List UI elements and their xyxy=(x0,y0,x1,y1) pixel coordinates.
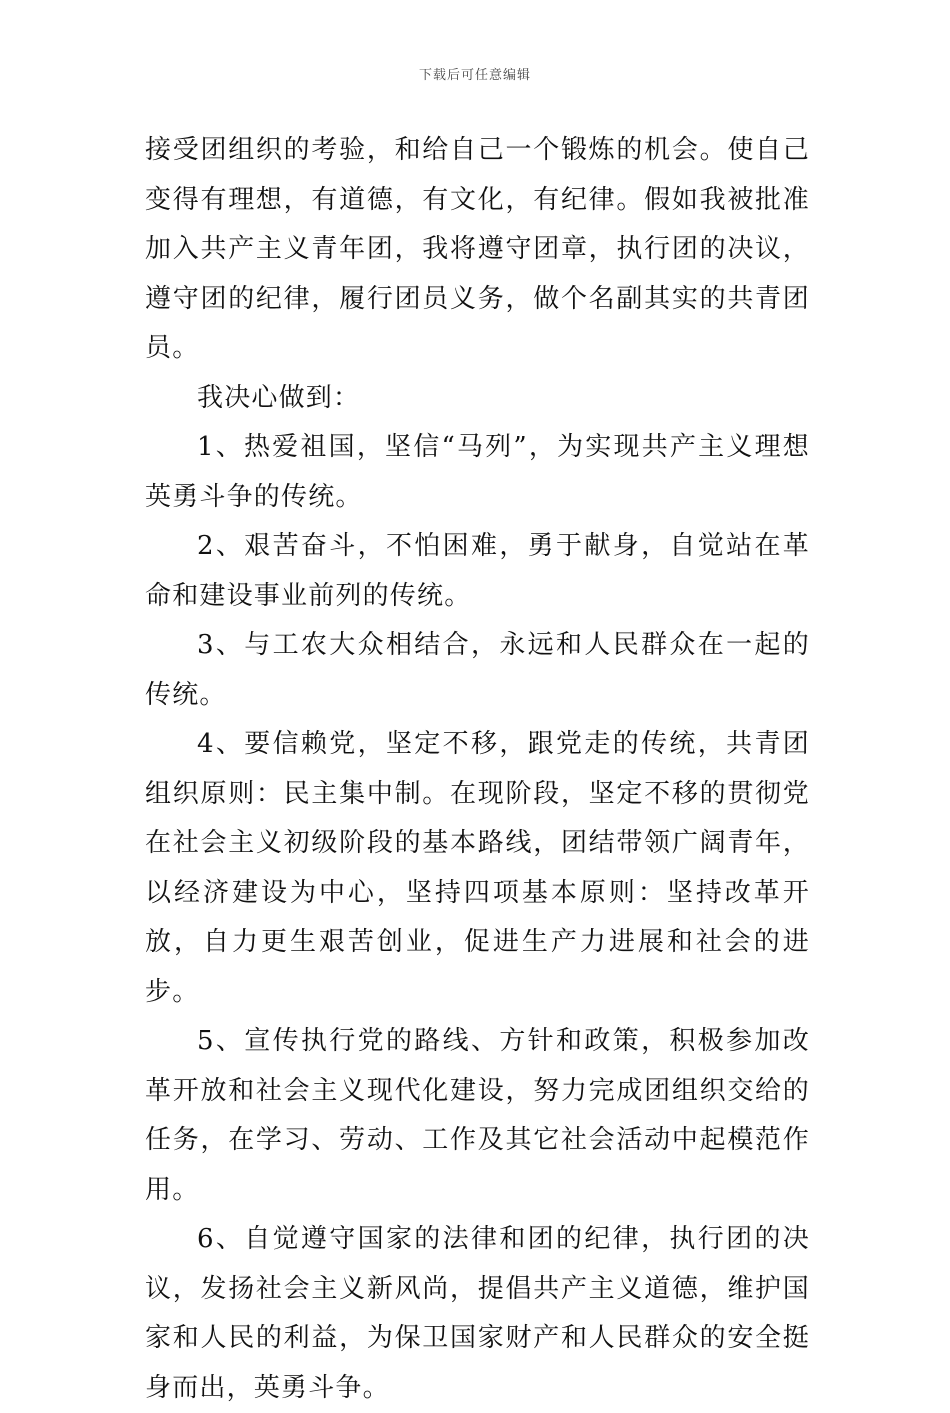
paragraph-item-1: 1、热爱祖国，坚信“马列”，为实现共产主义理想英勇斗争的传统。 xyxy=(145,432,810,512)
paragraph-resolution-intro: 我决心做到： xyxy=(197,382,361,413)
paragraph-item-6: 6、自觉遵守国家的法律和团的纪律，执行团的决议，发扬社会主义新风尚，提倡共产主义道德，维护国家和人民的利益，为保卫国家财产和人民群众的安全挺身而出，英勇斗争。 xyxy=(145,1224,810,1403)
header-note: 下载后可任意编辑 xyxy=(418,68,531,83)
document-body xyxy=(145,126,810,1413)
paragraph-item-5: 5、宣传执行党的路线、方针和政策，积极参加改革开放和社会主义现代化建设，努力完成团组织交给的任务，在学习、劳动、工作及其它社会活动中起模范作用。 xyxy=(145,1026,810,1205)
paragraph-item-2: 2、艰苦奋斗，不怕困难，勇于献身，自觉站在革命和建设事业前列的传统。 xyxy=(145,531,810,611)
paragraph-continuation: 接受团组织的考验，和给自己一个锻炼的机会。使自己变得有理想，有道德，有文化，有纪律。假如我被批准加入共产主义青年团，我将遵守团章，执行团的决议，遵守团的纪律，履行团员义务，做个名副其实的共青团员。 xyxy=(145,135,810,363)
paragraph-item-3: 3、与工农大众相结合，永远和人民群众在一起的传统。 xyxy=(145,630,810,710)
paragraph-item-4: 4、要信赖党，坚定不移，跟党走的传统，共青团组织原则：民主集中制。在现阶段，坚定不移的贯彻党在社会主义初级阶段的基本路线，团结带领广阔青年，以经济建设为中心，坚持四项基本原则：坚持改革开放，自力更生艰苦创业，促进生产力进展和社会的进步。 xyxy=(145,729,810,1007)
